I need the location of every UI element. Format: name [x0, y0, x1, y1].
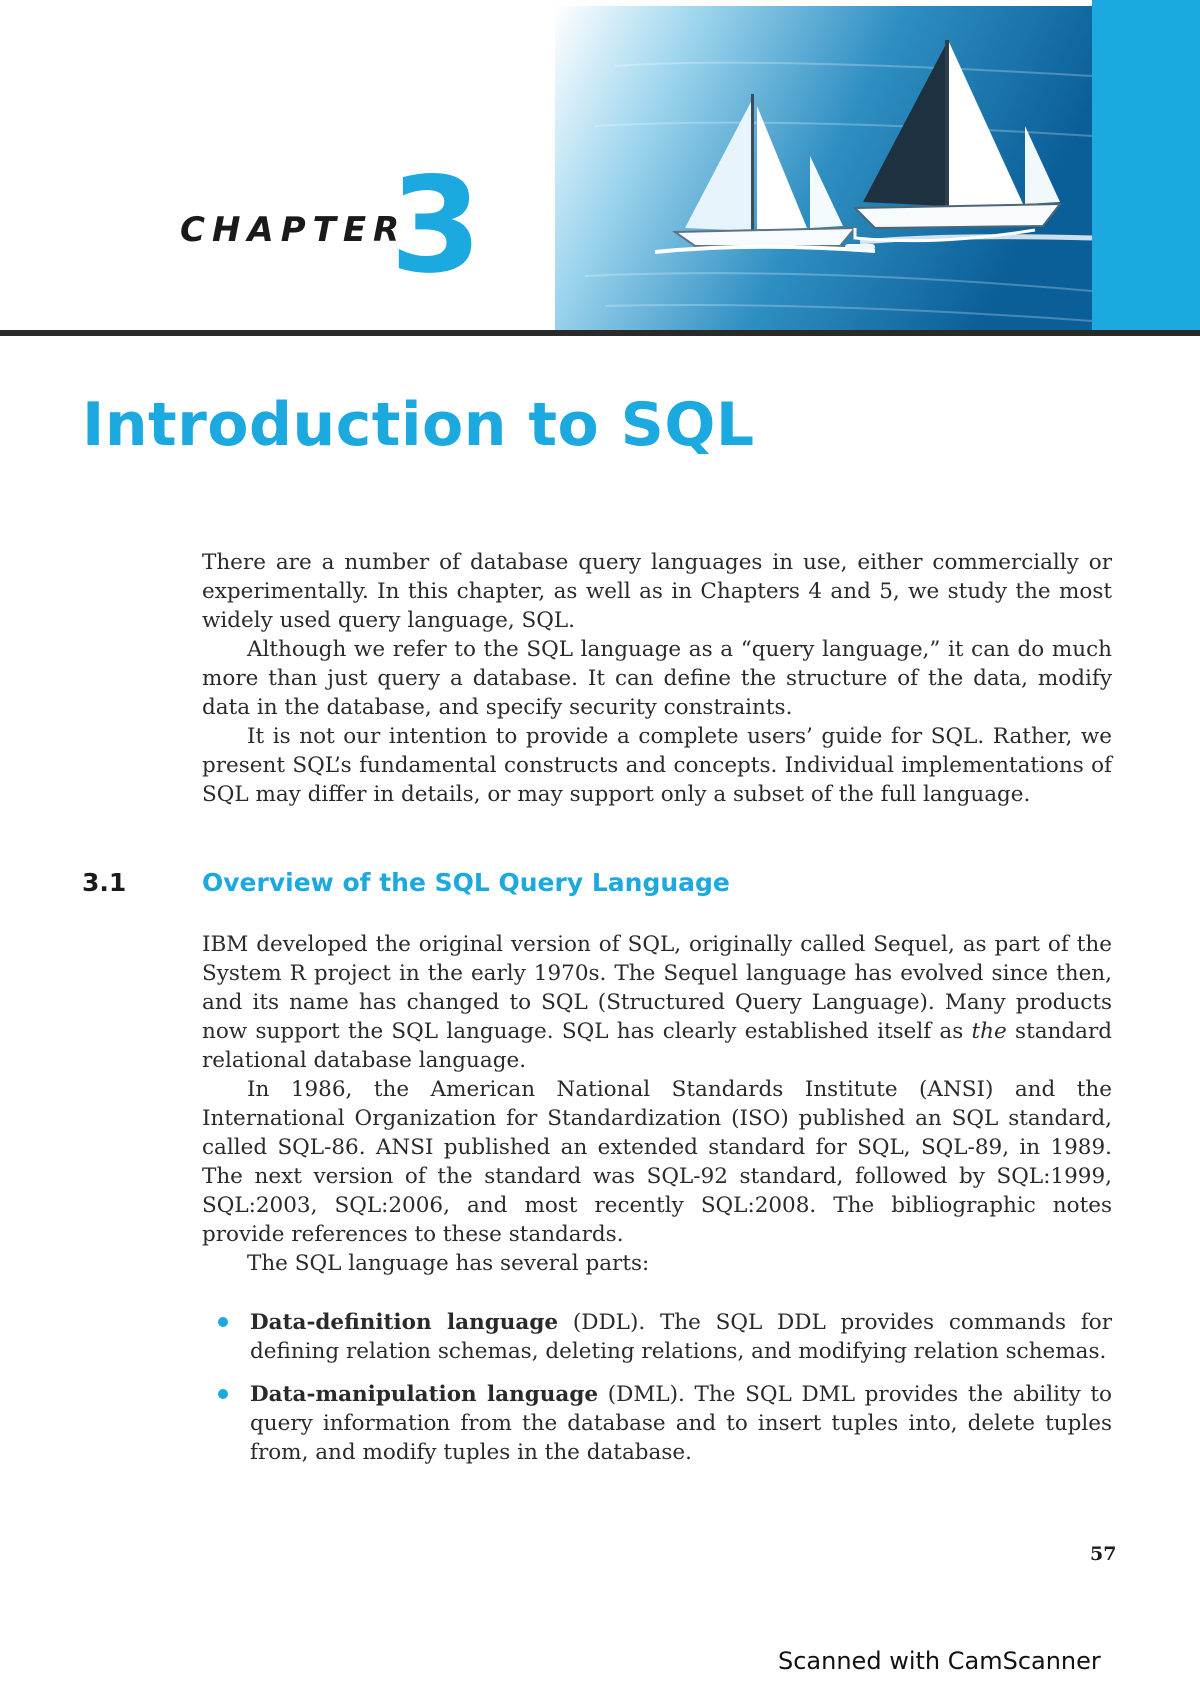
section-number: 3.1: [82, 868, 127, 897]
chapter-number: 3: [390, 149, 482, 303]
list-item: [210, 1380, 1112, 1467]
intro-paragraph-1: There are a number of database query languages in use, either commercially or experimentally. In this chapter, as well as in Chapters 4 and 5, we study the most widely used query language, SQL.: [202, 550, 1112, 633]
chapter-side-bar: [1092, 0, 1200, 330]
emphasis-the: the: [971, 1019, 1007, 1044]
section-body: [202, 930, 1112, 1278]
section-paragraph-1-part-a: IBM developed the original version of SQL, originally called Sequel, as part of the System R project in the early 1970s. The Sequel language has evolved since then, and its name has changed to SQL (Structured Query Language). Many products now support the SQL language. SQL has clearly established itself as: [202, 932, 1112, 1044]
bullet-text: (DML). The SQL DML provides the ability to query information from the database and to insert tuples into, delete tuples from, and modify tuples in the database.: [250, 1382, 1112, 1465]
sailboats-photo: [555, 6, 1092, 330]
bullet-term: Data-manipulation language: [250, 1382, 599, 1407]
bullet-dot-icon: [218, 1317, 228, 1327]
bullet-dot-icon: [218, 1389, 228, 1399]
intro-paragraph-3: It is not our intention to provide a complete users’ guide for SQL. Rather, we present SQL’s fundamental constructs and concepts. Individual implementations of SQL may differ in details, or may support only a subset of the full language.: [202, 724, 1112, 807]
chapter-label: CHAPTER: [180, 210, 407, 250]
section-paragraph-1: [202, 930, 1112, 1075]
bullet-text: (DDL). The SQL DDL provides commands for defining relation schemas, deleting relations, and modifying relation schemas.: [250, 1310, 1112, 1364]
chapter-title: Introduction to SQL: [82, 390, 755, 460]
scanner-watermark: Scanned with CamScanner: [778, 1647, 1101, 1675]
list-item: [210, 1308, 1112, 1366]
page-number: 57: [1090, 1543, 1117, 1565]
section-paragraph-3: The SQL language has several parts:: [247, 1251, 650, 1276]
header-divider: [0, 330, 1200, 336]
intro-section: [202, 548, 1112, 809]
language-parts-list: [210, 1308, 1112, 1481]
section-title: Overview of the SQL Query Language: [202, 868, 730, 897]
intro-paragraph-2: Although we refer to the SQL language as a “query language,” it can do much more than just query a database. It can define the structure of the data, modify data in the database, and specify security constraints.: [202, 637, 1112, 720]
section-paragraph-2: In 1986, the American National Standards Institute (ANSI) and the International Organization for Standardization (ISO) published an SQL standard, called SQL-86. ANSI published an extended standard for SQL, SQL-89, in 1989. The next version of the standard was SQL-92 standard, followed by SQL:1999, SQL:2003, SQL:2006, and most recently SQL:2008. The bibliographic notes provide references to these standards.: [202, 1077, 1112, 1247]
section-paragraph-1-part-b: standard relational database language.: [202, 1019, 1112, 1073]
bullet-term: Data-definition language: [250, 1310, 559, 1335]
